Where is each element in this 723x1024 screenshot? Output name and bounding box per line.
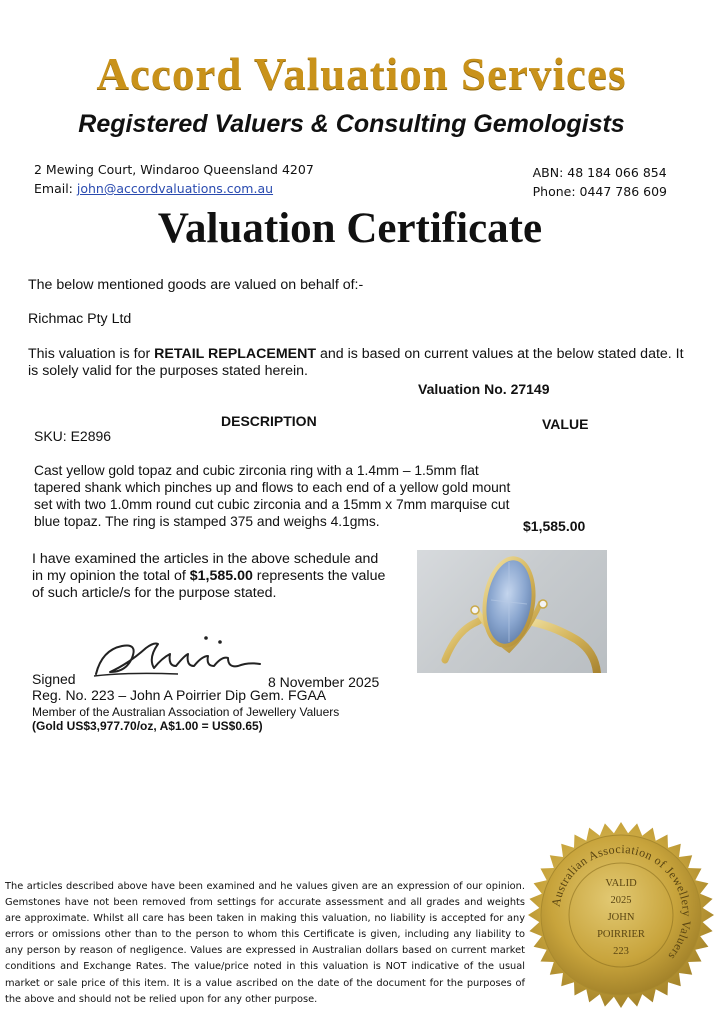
value-header: VALUE xyxy=(542,416,589,432)
valuer-registration: Reg. No. 223 – John A Poirrier Dip Gem. FGAA xyxy=(32,687,327,703)
seal-first-name: JOHN xyxy=(607,912,635,923)
membership-note: Member of the Australian Association of Jewellery Valuers xyxy=(32,705,340,719)
opinion-statement xyxy=(32,551,392,602)
intro-text: The below mentioned goods are valued on behalf of:- xyxy=(28,277,364,293)
purpose-type: RETAIL REPLACEMENT xyxy=(154,346,317,362)
seal-valid: VALID xyxy=(605,878,637,889)
item-value: $1,585.00 xyxy=(523,518,586,534)
purpose-post: and is based on current values at the below stated date. It is solely valid for the purposes stated herein. xyxy=(28,346,684,379)
ring-illustration xyxy=(417,550,607,673)
seal-ring-text: Australian Association of Jewellery Valuers xyxy=(548,841,695,963)
association-seal xyxy=(526,820,716,1010)
purpose-text xyxy=(28,346,688,380)
address-line: 2 Mewing Court, Windaroo Queensland 4207 xyxy=(34,162,314,177)
signed-label: Signed xyxy=(32,671,76,687)
email-line xyxy=(34,179,314,198)
opinion-post: represents the value of such article/s for the purpose stated. xyxy=(32,568,386,601)
signature-date: 8 November 2025 xyxy=(268,674,380,690)
gold-exchange-rate: (Gold US$3,977.70/oz, A$1.00 = US$0.65) xyxy=(32,719,263,733)
signature-image xyxy=(88,628,268,686)
description-header: DESCRIPTION xyxy=(221,413,317,429)
item-description: Cast yellow gold topaz and cubic zirconia ring with a 1.4mm – 1.5mm flat tapered shank which pinches up and flows to each end of a yellow gold mount set with two 1.0mm round cut cubic zirconia and a 15mm x 7mm marquise cut blue topaz. The ring is stamped 375 and weighs 4.1gms. xyxy=(34,463,511,529)
purpose-pre: This valuation is for xyxy=(28,346,155,362)
company-name: Accord Valuation Services xyxy=(96,49,627,99)
seal-surname: POIRRIER xyxy=(597,929,645,940)
email-label: Email: xyxy=(34,181,77,196)
certificate-title: Valuation Certificate xyxy=(157,205,543,252)
seal-number: 223 xyxy=(613,946,629,957)
disclaimer-text: The articles described above have been examined and he values given are an expression of our opinion. Gemstones have not been removed from settings for accurate assessment and all grades and weights are approximate. Whilst all care has been taken in making this valuation, no liability is accepted for any errors or omissions other than to the person to whom this Certificate is given, including any liability to any person by reason of negligence. Values are expressed in Australian dollars based on current market conditions and Exchange Rates. The value/price noted in this valuation is NOT indicative of the usual market or sale price of this item. It is a value ascribed on the date of the document for the purposes of the above and should not be relied upon for any other purpose. xyxy=(5,881,525,1005)
abn: ABN: 48 184 066 854 xyxy=(532,165,667,180)
company-tagline: Registered Valuers & Consulting Gemologists xyxy=(78,110,625,138)
opinion-pre: I have examined the articles in the above schedule and in my opinion the total of xyxy=(32,551,379,584)
item-sku: SKU: E2896 xyxy=(34,428,112,444)
ring-photo xyxy=(417,550,607,673)
phone: Phone: 0447 786 609 xyxy=(532,184,667,199)
valuation-number: Valuation No. 27149 xyxy=(418,381,550,397)
opinion-amount: $1,585.00 xyxy=(189,568,253,584)
client-name: Richmac Pty Ltd xyxy=(28,311,132,327)
company-contact-block xyxy=(533,163,667,201)
company-address-block xyxy=(34,160,314,198)
email-link[interactable]: john@accordvaluations.com.au xyxy=(76,181,274,196)
seal-year: 2025 xyxy=(610,895,632,906)
